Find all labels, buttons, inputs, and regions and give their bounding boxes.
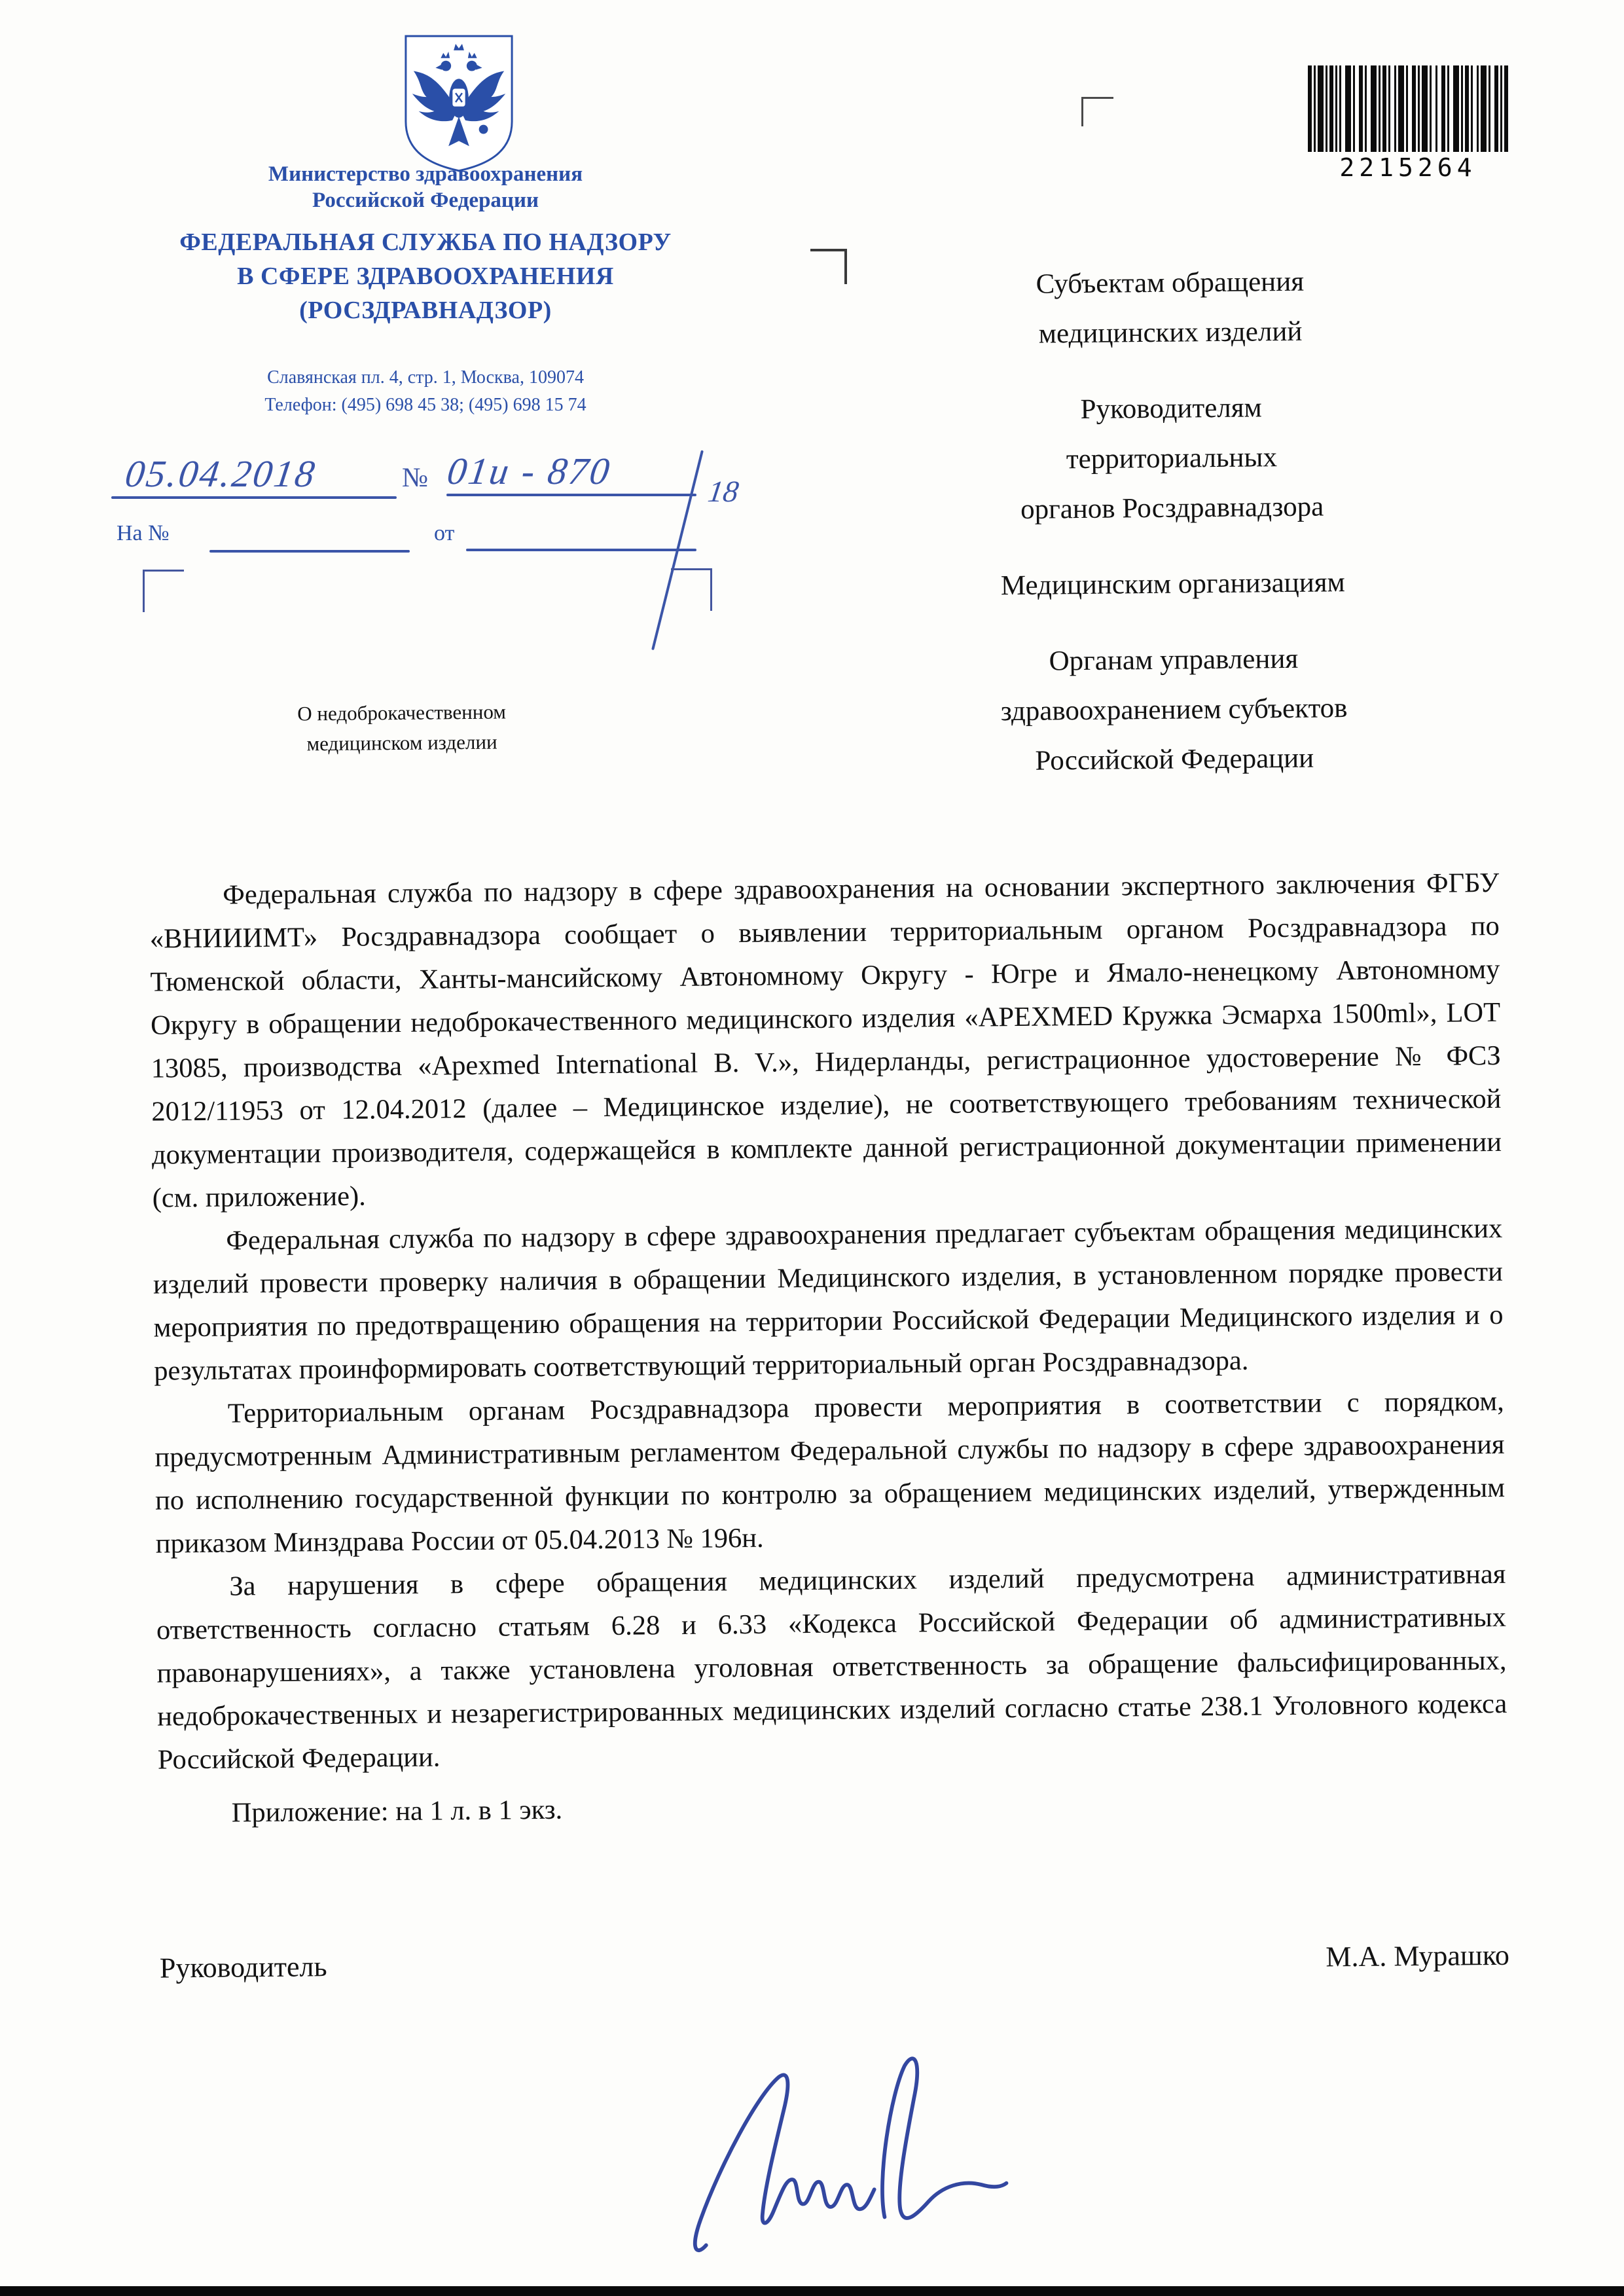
barcode-number: 2215264 — [1339, 153, 1477, 182]
signature-autograph — [683, 2052, 1012, 2265]
scan-edge-artifact — [0, 2286, 1624, 2296]
ministry-line-1: Министерство здравоохранения — [268, 162, 583, 186]
recipient-group — [767, 255, 1573, 362]
recipient-line: Органам управления — [1049, 643, 1299, 677]
recipients-block — [767, 255, 1578, 815]
recipient-line: Медицинским организациям — [1000, 567, 1345, 602]
recipient-line: Субъектам обращения — [1036, 266, 1305, 300]
ministry-line-2: Российской Федерации — [312, 189, 539, 212]
signer-name: М.А. Мурашко — [1326, 1939, 1510, 1973]
recipient-line: органов Росздравнадзора — [1020, 491, 1324, 525]
body-paragraph: Федеральная служба по надзору в сфере здравоохранения предлагает субъектам обращения медицинских изделий провести проверку наличия в обращении Медицинского изделия, в установленном порядке провести мероприятия по предотвращению обращения на территории Российской Федерации Медицинского изделия и о результатах проинформировать соответствующий территориальный орган Росздравнадзора. — [153, 1212, 1504, 1387]
signer-position: Руководитель — [159, 1950, 327, 1984]
reply-number-label: На № — [117, 521, 170, 545]
agency-address: Славянская пл. 4, стр. 1, Москва, 109074 — [267, 367, 584, 388]
body-paragraph: Федеральная служба по надзору в сфере здравоохранения на основании экспертного заключения ФГБУ «ВНИИИМТ» Росздравнадзора сообщает о выявлении территориальным органом Росздравнадзора по Тюменской области, Ханты-мансийскому Автономному Округу - Югре и Ямало-ненецкому Автономному Округу в обращении недоброкачественного медицинского изделия «APEXMED Кружка Эсмарха 1500ml», LOT 13085, производства «Apexmed International B. V.», Нидерланды, регистрационное удостоверение № ФСЗ 2012/11953 от 12.04.2012 (далее – Медицинское изделие), не соответствующего требованиям технической документации производителя, содержащейся в комплекте данной регистрационной документации применении (см. приложение). — [149, 867, 1502, 1214]
handwritten-number-suffix: 18 — [706, 475, 741, 508]
signature-row — [160, 1934, 1510, 1990]
body-paragraph: Территориальным органам Росздравнадзора провести мероприятия в соответствии с порядком, предусмотренным Административным регламентом Федеральной службы по надзору в сфере здравоохранения по исполнению государственной функции по контролю за обращением медицинских изделий, утвержденным приказом Минздрава России от 05.04.2013 № 196н. — [154, 1385, 1506, 1559]
handwritten-outgoing-number: 01и - 870 — [444, 450, 614, 492]
agency-phone: Телефон: (495) 698 45 38; (495) 698 15 74 — [264, 395, 586, 415]
letter-body — [149, 862, 1509, 1990]
letter-subject — [211, 696, 592, 760]
recipient-line: здравоохранением субъектов — [1000, 693, 1348, 727]
recipient-line: территориальных — [1066, 442, 1278, 475]
subject-line-1: О недоброкачественном — [297, 700, 507, 725]
number-sign: № — [402, 463, 429, 493]
agency-line-3: (РОСЗДРАВНАДЗОР) — [299, 297, 552, 324]
recipient-group — [771, 632, 1578, 789]
recipient-line: медицинских изделий — [1038, 316, 1303, 350]
agency-line-1: ФЕДЕРАЛЬНАЯ СЛУЖБА ПО НАДЗОРУ — [179, 228, 672, 256]
attachment-note: Приложение: на 1 л. в 1 экз. — [231, 1794, 563, 1829]
recipient-line: Руководителям — [1080, 392, 1262, 426]
recipient-line: Российской Федерации — [1035, 742, 1314, 776]
subject-line-2: медицинском изделии — [306, 730, 497, 756]
agency-line-2: В СФЕРЕ ЗДРАВООХРАНЕНИЯ — [237, 263, 614, 290]
handwritten-date: 05.04.2018 — [122, 452, 319, 495]
reply-from-label: от — [434, 521, 455, 545]
recipient-group — [768, 380, 1575, 538]
body-paragraph: За нарушения в сфере обращения медицинских изделий предусмотрена административная ответственность согласно статьям 6.28 и 6.33 «Кодекса Российской Федерации об административных правонарушениях», а также установлена уголовная ответственность за обращение фальсифицированных, недоброкачественных и незарегистрированных медицинских изделий согласно статье 238.1 Уголовного кодекса Российской Федерации. — [156, 1558, 1507, 1776]
recipient-group — [770, 556, 1576, 613]
